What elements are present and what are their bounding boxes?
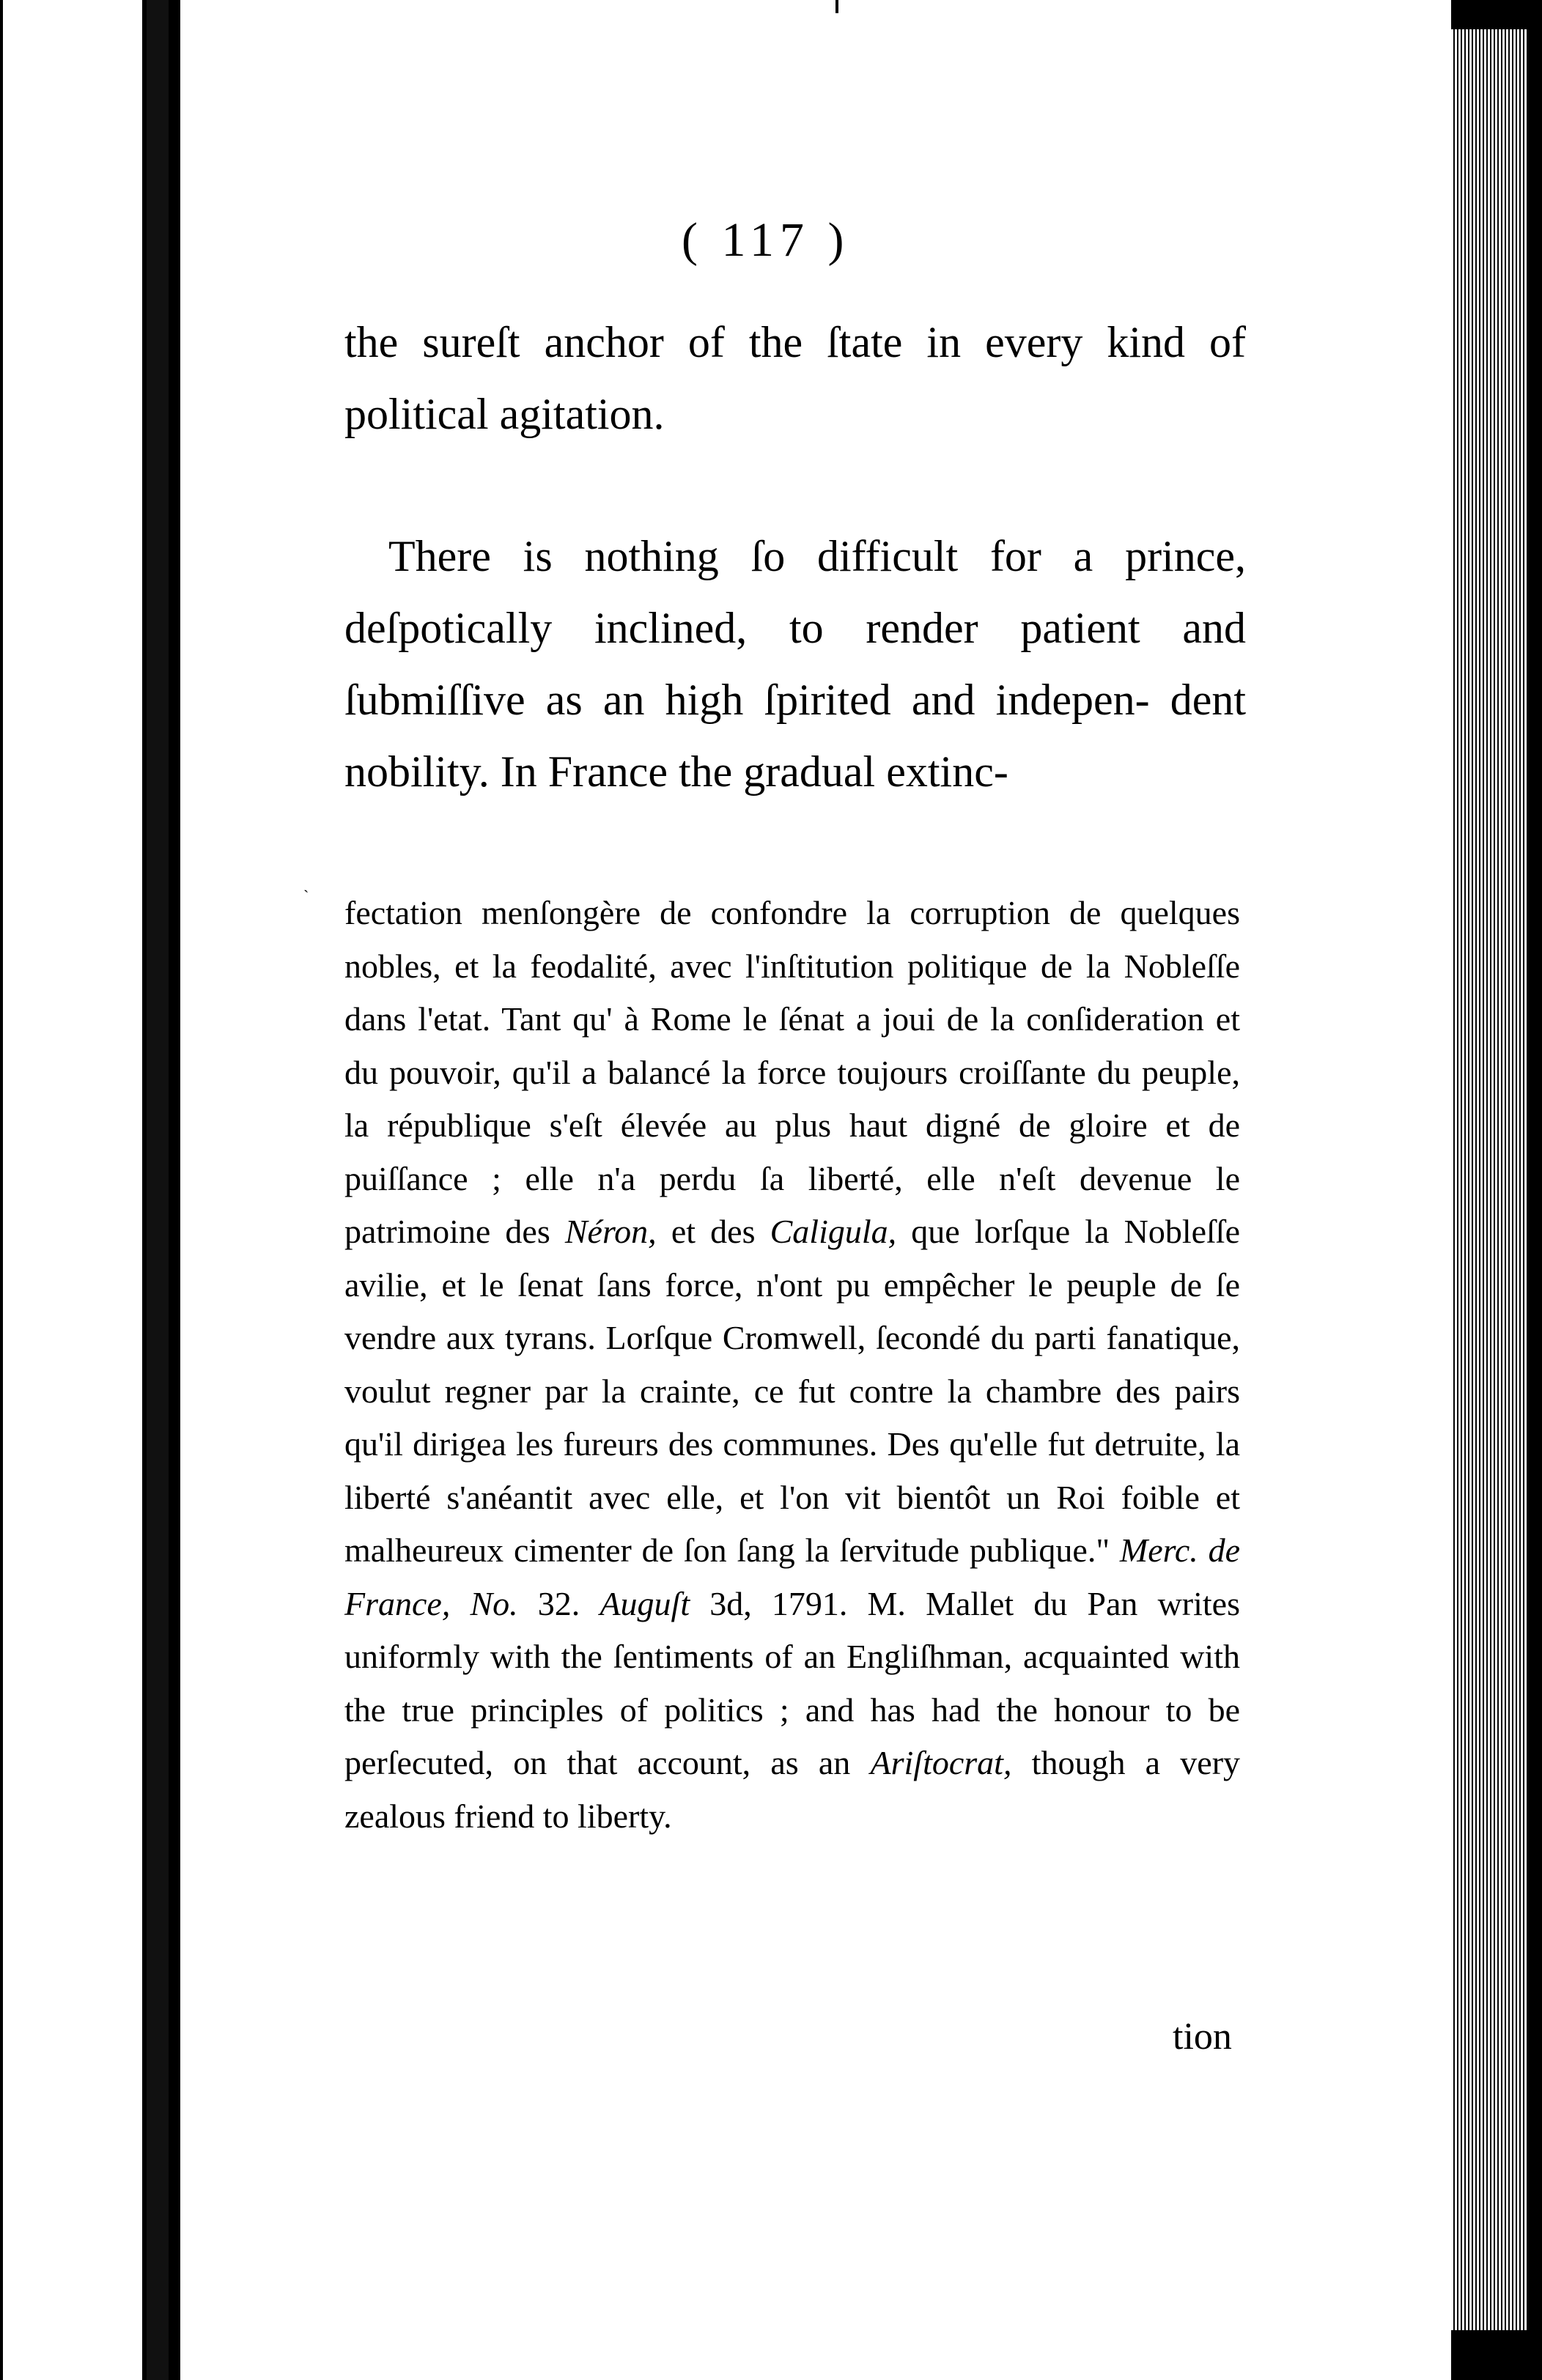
paragraph <box>344 520 1246 808</box>
footnote-text: M. Mallet du Pan writes uniformly with the ſentiments of an Engliſhman, acquainted with the true principles of politics ; and has had the honour to be perſecuted, on that account, as an <box>344 1584 1240 1781</box>
footnote-date: 3d, 1791. <box>709 1584 848 1622</box>
footnote-date-month: Auguſt <box>600 1584 690 1622</box>
page-edges <box>1451 29 1542 2330</box>
page-number: ( 117 ) <box>682 213 850 267</box>
paragraph-text: the sureſt anchor of the ſtate in every kind of political agitation. <box>344 318 1246 438</box>
footnote <box>344 887 1240 1843</box>
footnote-marker: ˋ <box>303 887 309 905</box>
previous-page-edge <box>3 0 142 2380</box>
scan-mark <box>835 0 838 13</box>
footnote-text: fectation menſongère de confondre la corruption de quelques nobles, et la feodalité, avec l'inſtitution politique de la Nobleſſe dans l'etat. Tant qu' à Rome le ſénat a joui de la conſideration et du pouvoir, qu'il a balancé la force toujours croiſſante du peuple, la république s'eſt élevée au plus haut digné de gloire et de puiſſance ; elle n'a perdu ſa liberté, elle n'eſt devenue le patrimoine des <box>344 894 1240 1250</box>
book-gutter <box>147 0 169 2380</box>
footnote-name-neron: Néron, <box>564 1213 657 1250</box>
paragraph-text: There is nothing ſo difficult for a prince, deſpotically inclined, to render patient and ſubmiſſive as an high ſpirited and indepen- dent nobility. In France the gradual extinc- <box>344 532 1246 796</box>
footnote-aristocrat: Ariſtocrat, <box>870 1744 1012 1781</box>
footnote-citation: Merc. de France, No. <box>344 1531 1241 1622</box>
book-binding-edge <box>1527 29 1542 2330</box>
footnote-text: que lorſque la Nobleſſe avilie, et le ſenat ſans force, n'ont pu empêcher le peuple de ſe vendre aux tyrans. Lorſque Cromwell, ſecondé du parti fanatique, voulut regner par la crainte, ce fut contre la chambre des pairs qu'il dirigea les fureurs des communes. Des qu'elle fut detruite, la liberté s'anéantit avec elle, et l'on vit bientôt un Roi foible et malheureux cimenter de ſon ſang la ſervitude publique." <box>344 1213 1241 1569</box>
footnote-text: though a very zealous friend to liberty. <box>344 1744 1241 1835</box>
catchword: tion <box>1173 2016 1232 2058</box>
footnote-paragraph <box>344 887 1240 1843</box>
footnote-text: et des <box>671 1213 756 1250</box>
paragraph-continued <box>344 306 1246 450</box>
previous-page-strip <box>0 0 180 2380</box>
footnote-name-caligula: Caligula, <box>770 1213 897 1250</box>
footnote-citation-number: 32. <box>537 1584 580 1622</box>
